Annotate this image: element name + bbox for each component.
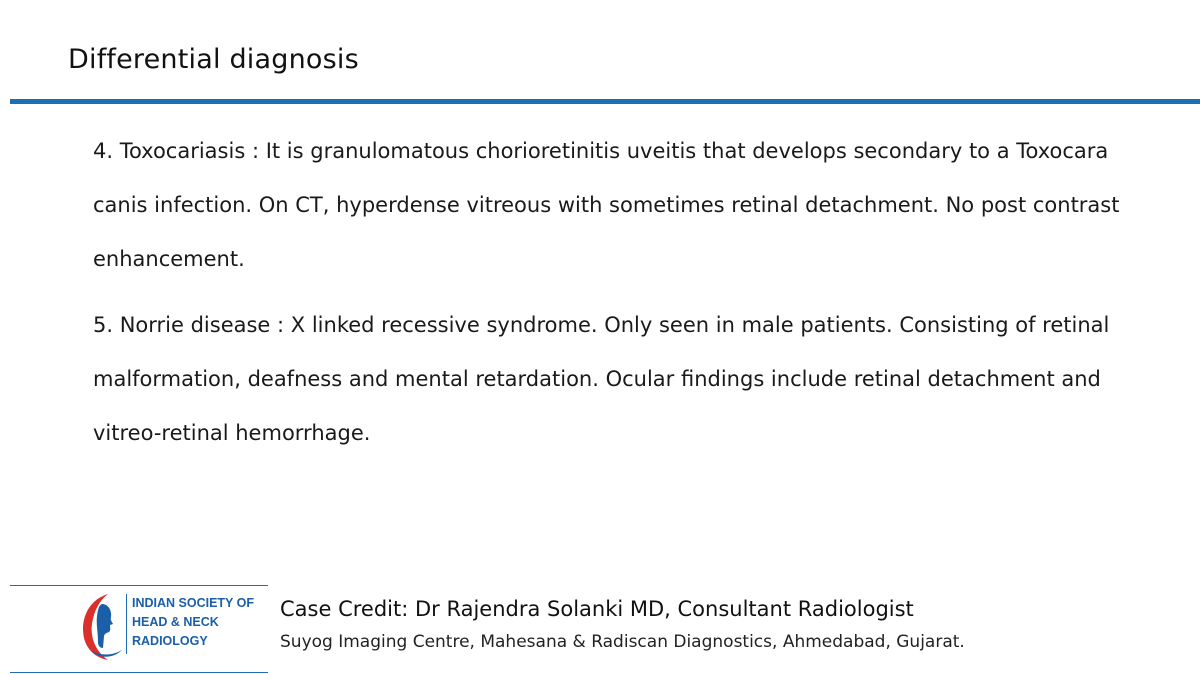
title-divider <box>10 99 1200 104</box>
paragraph-toxocariasis: 4. Toxocariasis : It is granulomatous chorioretinitis uveitis that develops secondary to a Toxocara canis infection. On CT, hyperdense vitreous with sometimes retinal detachment. No post contrast enhancement. <box>93 139 1120 271</box>
footer-divider-top <box>10 585 268 586</box>
footer-divider-bottom <box>10 672 268 673</box>
ishnr-emblem-icon <box>78 590 126 664</box>
logo-divider <box>126 594 127 654</box>
logo-line-3: RADIOLOGY <box>132 634 208 648</box>
case-credit: Case Credit: Dr Rajendra Solanki MD, Consultant Radiologist <box>280 597 914 621</box>
logo-text <box>132 594 254 651</box>
slide-body <box>93 124 1133 460</box>
slide-title: Differential diagnosis <box>68 44 359 75</box>
institution-credit: Suyog Imaging Centre, Mahesana & Radiscan Diagnostics, Ahmedabad, Gujarat. <box>280 632 965 652</box>
logo-line-2: HEAD & NECK <box>132 615 219 629</box>
ishnr-logo <box>78 590 268 666</box>
logo-line-1: INDIAN SOCIETY OF <box>132 596 255 610</box>
paragraph-norrie-disease: 5. Norrie disease : X linked recessive syndrome. Only seen in male patients. Consisting of retinal malformation, deafness and mental retardation. Ocular findings include retinal detachment and vitreo-retinal hemorrhage. <box>93 313 1110 445</box>
